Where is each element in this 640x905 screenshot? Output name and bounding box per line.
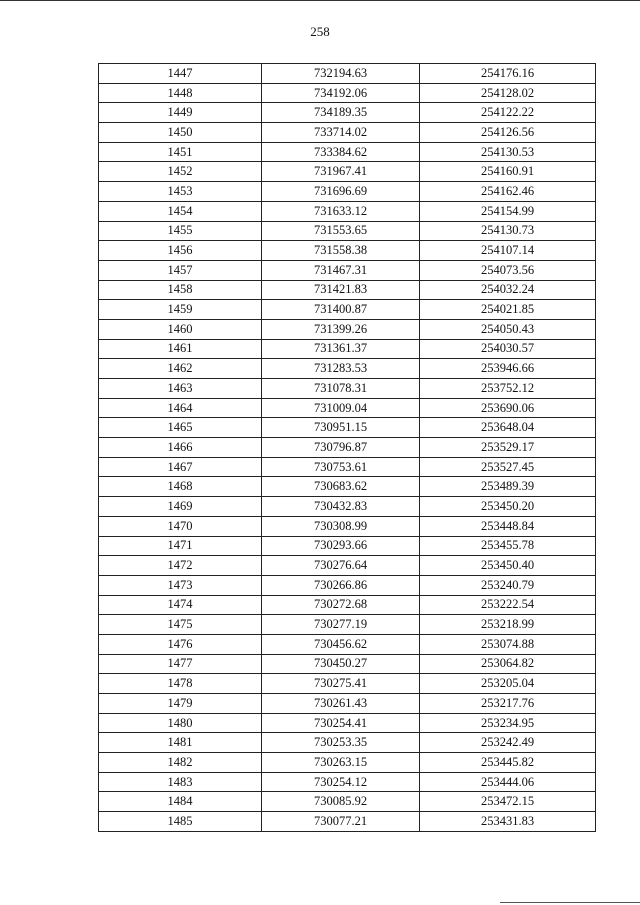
y-coordinate-cell: 253218.99 <box>420 615 596 635</box>
y-coordinate-cell: 253752.12 <box>420 379 596 399</box>
point-number-cell: 1481 <box>99 733 262 753</box>
y-coordinate-cell: 253527.45 <box>420 457 596 477</box>
y-coordinate-cell: 254032.24 <box>420 280 596 300</box>
coordinates-table-body <box>99 64 596 832</box>
y-coordinate-cell: 253217.76 <box>420 694 596 714</box>
point-number-cell: 1475 <box>99 615 262 635</box>
point-number-cell: 1480 <box>99 713 262 733</box>
x-coordinate-cell: 733384.62 <box>262 142 420 162</box>
point-number-cell: 1455 <box>99 221 262 241</box>
point-number-cell: 1467 <box>99 457 262 477</box>
table-row <box>99 812 596 832</box>
x-coordinate-cell: 730293.66 <box>262 536 420 556</box>
y-coordinate-cell: 254030.57 <box>420 339 596 359</box>
table-row <box>99 654 596 674</box>
y-coordinate-cell: 253690.06 <box>420 398 596 418</box>
x-coordinate-cell: 731633.12 <box>262 201 420 221</box>
point-number-cell: 1479 <box>99 694 262 714</box>
point-number-cell: 1483 <box>99 772 262 792</box>
y-coordinate-cell: 254021.85 <box>420 300 596 320</box>
point-number-cell: 1484 <box>99 792 262 812</box>
point-number-cell: 1457 <box>99 260 262 280</box>
page-bottom-edge <box>500 902 640 903</box>
x-coordinate-cell: 731558.38 <box>262 241 420 261</box>
table-row <box>99 241 596 261</box>
point-number-cell: 1472 <box>99 556 262 576</box>
x-coordinate-cell: 731421.83 <box>262 280 420 300</box>
table-row <box>99 497 596 517</box>
x-coordinate-cell: 730796.87 <box>262 438 420 458</box>
y-coordinate-cell: 254128.02 <box>420 83 596 103</box>
x-coordinate-cell: 730683.62 <box>262 477 420 497</box>
table-row <box>99 280 596 300</box>
y-coordinate-cell: 254050.43 <box>420 319 596 339</box>
y-coordinate-cell: 254176.16 <box>420 64 596 84</box>
y-coordinate-cell: 253064.82 <box>420 654 596 674</box>
point-number-cell: 1460 <box>99 319 262 339</box>
x-coordinate-cell: 731283.53 <box>262 359 420 379</box>
point-number-cell: 1451 <box>99 142 262 162</box>
y-coordinate-cell: 254073.56 <box>420 260 596 280</box>
y-coordinate-cell: 254162.46 <box>420 182 596 202</box>
point-number-cell: 1447 <box>99 64 262 84</box>
coordinates-table <box>98 63 596 832</box>
table-row <box>99 319 596 339</box>
y-coordinate-cell: 253205.04 <box>420 674 596 694</box>
table-row <box>99 438 596 458</box>
table-row <box>99 123 596 143</box>
point-number-cell: 1477 <box>99 654 262 674</box>
point-number-cell: 1448 <box>99 83 262 103</box>
y-coordinate-cell: 253444.06 <box>420 772 596 792</box>
table-row <box>99 674 596 694</box>
table-row <box>99 221 596 241</box>
x-coordinate-cell: 730253.35 <box>262 733 420 753</box>
y-coordinate-cell: 254126.56 <box>420 123 596 143</box>
point-number-cell: 1452 <box>99 162 262 182</box>
x-coordinate-cell: 730456.62 <box>262 634 420 654</box>
table-row <box>99 792 596 812</box>
y-coordinate-cell: 253431.83 <box>420 812 596 832</box>
point-number-cell: 1474 <box>99 595 262 615</box>
point-number-cell: 1456 <box>99 241 262 261</box>
table-row <box>99 477 596 497</box>
page-top-border <box>0 0 640 1</box>
table-row <box>99 379 596 399</box>
table-row <box>99 713 596 733</box>
table-row <box>99 575 596 595</box>
x-coordinate-cell: 734189.35 <box>262 103 420 123</box>
y-coordinate-cell: 253489.39 <box>420 477 596 497</box>
x-coordinate-cell: 730077.21 <box>262 812 420 832</box>
point-number-cell: 1461 <box>99 339 262 359</box>
table-row <box>99 516 596 536</box>
point-number-cell: 1458 <box>99 280 262 300</box>
x-coordinate-cell: 730261.43 <box>262 694 420 714</box>
y-coordinate-cell: 253648.04 <box>420 418 596 438</box>
point-number-cell: 1485 <box>99 812 262 832</box>
x-coordinate-cell: 730432.83 <box>262 497 420 517</box>
point-number-cell: 1473 <box>99 575 262 595</box>
x-coordinate-cell: 730254.41 <box>262 713 420 733</box>
point-number-cell: 1466 <box>99 438 262 458</box>
x-coordinate-cell: 731553.65 <box>262 221 420 241</box>
y-coordinate-cell: 254130.73 <box>420 221 596 241</box>
point-number-cell: 1453 <box>99 182 262 202</box>
point-number-cell: 1454 <box>99 201 262 221</box>
x-coordinate-cell: 731399.26 <box>262 319 420 339</box>
point-number-cell: 1471 <box>99 536 262 556</box>
table-row <box>99 615 596 635</box>
table-row <box>99 359 596 379</box>
table-row <box>99 64 596 84</box>
y-coordinate-cell: 253450.40 <box>420 556 596 576</box>
table-row <box>99 339 596 359</box>
table-row <box>99 142 596 162</box>
y-coordinate-cell: 254107.14 <box>420 241 596 261</box>
table-row <box>99 634 596 654</box>
table-row <box>99 694 596 714</box>
y-coordinate-cell: 254160.91 <box>420 162 596 182</box>
x-coordinate-cell: 731467.31 <box>262 260 420 280</box>
x-coordinate-cell: 734192.06 <box>262 83 420 103</box>
y-coordinate-cell: 253450.20 <box>420 497 596 517</box>
table-row <box>99 733 596 753</box>
table-row <box>99 300 596 320</box>
y-coordinate-cell: 253946.66 <box>420 359 596 379</box>
point-number-cell: 1464 <box>99 398 262 418</box>
x-coordinate-cell: 730276.64 <box>262 556 420 576</box>
x-coordinate-cell: 731967.41 <box>262 162 420 182</box>
table-row <box>99 457 596 477</box>
page-number: 258 <box>310 24 330 39</box>
point-number-cell: 1468 <box>99 477 262 497</box>
y-coordinate-cell: 253222.54 <box>420 595 596 615</box>
table-row <box>99 772 596 792</box>
x-coordinate-cell: 731361.37 <box>262 339 420 359</box>
x-coordinate-cell: 730308.99 <box>262 516 420 536</box>
y-coordinate-cell: 254122.22 <box>420 103 596 123</box>
point-number-cell: 1482 <box>99 753 262 773</box>
point-number-cell: 1470 <box>99 516 262 536</box>
x-coordinate-cell: 730753.61 <box>262 457 420 477</box>
x-coordinate-cell: 730263.15 <box>262 753 420 773</box>
table-row <box>99 83 596 103</box>
table-row <box>99 182 596 202</box>
x-coordinate-cell: 731078.31 <box>262 379 420 399</box>
table-row <box>99 556 596 576</box>
point-number-cell: 1465 <box>99 418 262 438</box>
x-coordinate-cell: 730085.92 <box>262 792 420 812</box>
y-coordinate-cell: 254130.53 <box>420 142 596 162</box>
table-row <box>99 753 596 773</box>
y-coordinate-cell: 253472.15 <box>420 792 596 812</box>
x-coordinate-cell: 730450.27 <box>262 654 420 674</box>
x-coordinate-cell: 732194.63 <box>262 64 420 84</box>
y-coordinate-cell: 254154.99 <box>420 201 596 221</box>
table-row <box>99 162 596 182</box>
y-coordinate-cell: 253242.49 <box>420 733 596 753</box>
y-coordinate-cell: 253529.17 <box>420 438 596 458</box>
table-row <box>99 103 596 123</box>
y-coordinate-cell: 253240.79 <box>420 575 596 595</box>
x-coordinate-cell: 730277.19 <box>262 615 420 635</box>
y-coordinate-cell: 253074.88 <box>420 634 596 654</box>
table-row <box>99 260 596 280</box>
x-coordinate-cell: 731696.69 <box>262 182 420 202</box>
x-coordinate-cell: 730275.41 <box>262 674 420 694</box>
table-row <box>99 595 596 615</box>
table-row <box>99 536 596 556</box>
y-coordinate-cell: 253448.84 <box>420 516 596 536</box>
x-coordinate-cell: 730951.15 <box>262 418 420 438</box>
point-number-cell: 1459 <box>99 300 262 320</box>
point-number-cell: 1462 <box>99 359 262 379</box>
x-coordinate-cell: 733714.02 <box>262 123 420 143</box>
table-row <box>99 418 596 438</box>
y-coordinate-cell: 253455.78 <box>420 536 596 556</box>
point-number-cell: 1469 <box>99 497 262 517</box>
x-coordinate-cell: 731009.04 <box>262 398 420 418</box>
point-number-cell: 1478 <box>99 674 262 694</box>
x-coordinate-cell: 731400.87 <box>262 300 420 320</box>
x-coordinate-cell: 730266.86 <box>262 575 420 595</box>
point-number-cell: 1450 <box>99 123 262 143</box>
x-coordinate-cell: 730272.68 <box>262 595 420 615</box>
point-number-cell: 1476 <box>99 634 262 654</box>
y-coordinate-cell: 253234.95 <box>420 713 596 733</box>
point-number-cell: 1463 <box>99 379 262 399</box>
table-row <box>99 398 596 418</box>
x-coordinate-cell: 730254.12 <box>262 772 420 792</box>
point-number-cell: 1449 <box>99 103 262 123</box>
y-coordinate-cell: 253445.82 <box>420 753 596 773</box>
table-row <box>99 201 596 221</box>
